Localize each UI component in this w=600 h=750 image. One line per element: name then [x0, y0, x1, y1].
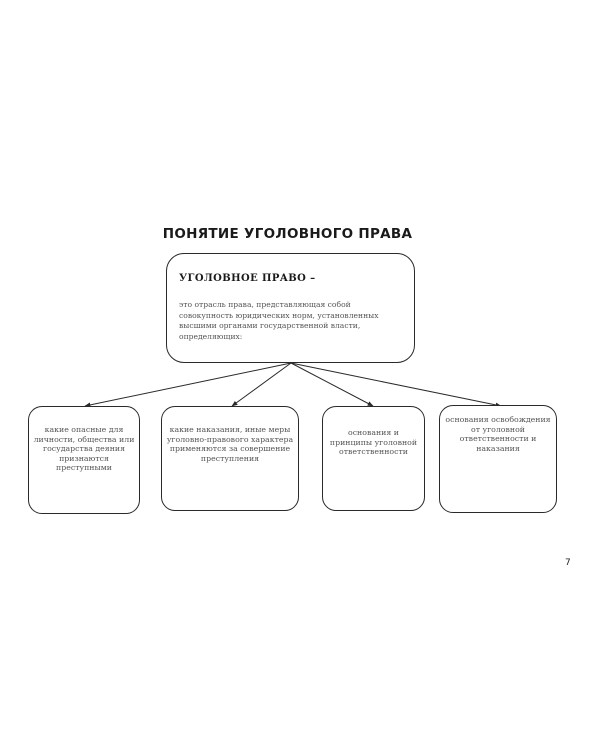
box-text: основания и принципы уголовной ответственности — [329, 428, 418, 457]
diagram-title: ПОНЯТИЕ УГОЛОВНОГО ПРАВА — [162, 226, 413, 242]
main-heading: УГОЛОВНОЕ ПРАВО – — [179, 273, 316, 284]
arrow-to-box-1 — [85, 363, 291, 406]
box-text: какие опасные для личности, общества или государства деяния признаются преступными — [33, 425, 135, 473]
box-criminal-acts — [28, 406, 140, 514]
box-responsibility-principles — [322, 406, 425, 511]
page-number: 7 — [565, 558, 571, 568]
box-text: основания освобождения от уголовной ответственности и наказания — [445, 415, 551, 453]
main-definition-box — [166, 253, 415, 363]
box-punishments — [161, 406, 299, 511]
arrow-to-box-4 — [291, 363, 501, 406]
box-text: какие наказания, иные меры уголовно-правового характера применяются за совершение преступления — [166, 425, 294, 463]
box-exemption — [439, 405, 557, 513]
arrow-to-box-3 — [291, 363, 373, 406]
main-definition-text: это отрасль права, представляющая собой совокупность юридических норм, установленных высшими органами государственной власти, определяющих: — [179, 300, 379, 341]
